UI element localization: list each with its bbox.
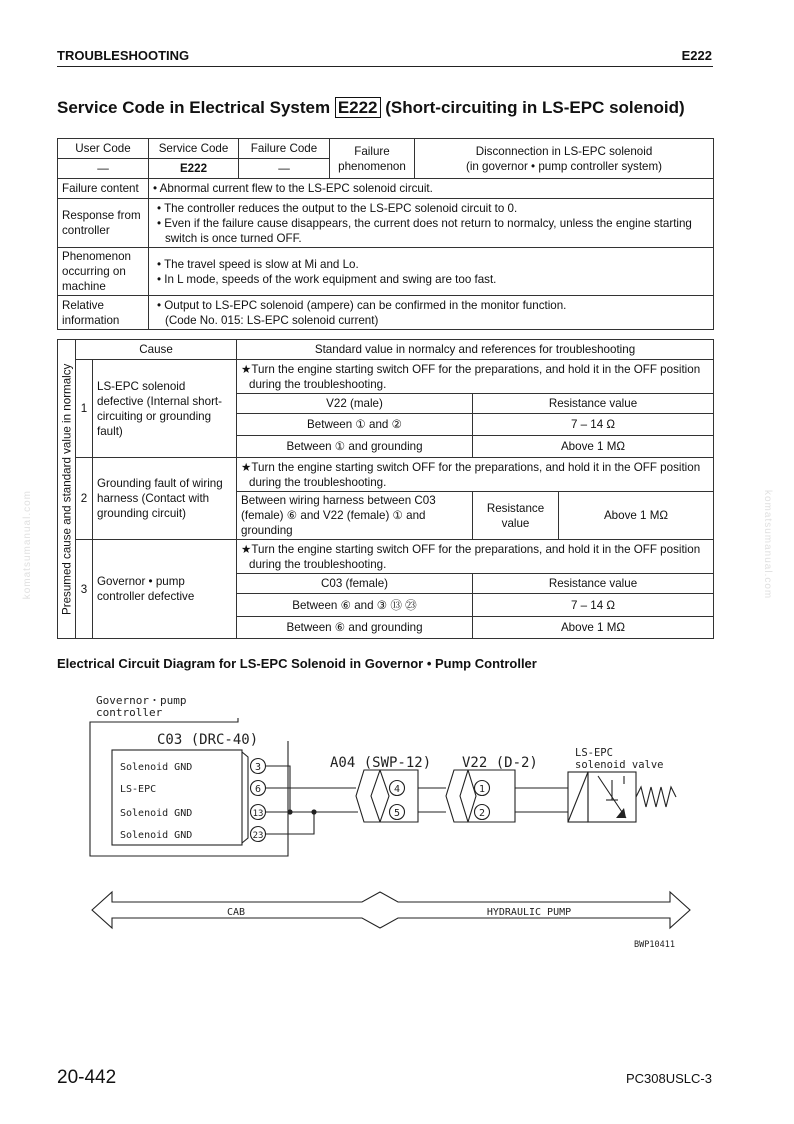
cab-label: CAB [226,907,246,918]
cause-3-prep-note: ★Turn the engine starting switch OFF for the preparations, and hold it in the OFF position during the troubleshooting. [237,540,714,574]
standard-value-header: Standard value in normalcy and references for troubleshooting [237,340,714,360]
cause-1-row1-between: Between ① and ② [237,414,473,436]
failure-phenomenon-label: Failure phenomenon [330,139,415,179]
cab-pump-arrow [92,892,690,928]
phenomenon-label: Phenomenon occurring on machine [58,248,149,296]
pin-number-6: 6 [254,784,262,795]
v22-pin-1: 1 [478,784,486,795]
cause-1-text: LS-EPC solenoid defective (Internal short-circuiting or grounding fault) [93,360,237,458]
cause-3-number: 3 [76,540,93,639]
cause-1-number: 1 [76,360,93,458]
pin-label-3: Solenoid GND [120,808,193,819]
solenoid-label-line1: LS-EPC [575,747,613,759]
failure-code-value: — [239,159,330,179]
phenomenon-line1: • The travel speed is slow at Mi and Lo. [157,257,359,271]
a04-pin-5: 5 [393,808,401,819]
cause-1-resistance-header: Resistance value [473,394,714,414]
service-code-label: Service Code [149,139,239,159]
failure-content-text: • Abnormal current flew to the LS-EPC solenoid circuit. [149,179,714,199]
cause-3-row2-between: Between ⑥ and grounding [237,617,473,639]
pin-number-13: 13 [252,809,264,819]
failure-phenomenon-value [415,139,714,179]
response-line1: • The controller reduces the output to the LS-EPC solenoid circuit to 0. [157,201,518,215]
failure-phenomenon-line1: Disconnection in LS-EPC solenoid [475,144,653,158]
running-header-section: TROUBLESHOOTING [57,48,190,63]
v22-pin-2: 2 [478,808,486,819]
relative-info-text [149,296,714,330]
cause-1-row1-value: 7 – 14 Ω [473,414,714,436]
pin-label-2: LS-EPC [120,784,157,795]
relative-info-line1: • Output to LS-EPC solenoid (ampere) can be confirmed in the monitor function. [157,298,567,312]
cause-2-text: Grounding fault of wiring harness (Contact with grounding circuit) [93,458,237,540]
failure-code-label: Failure Code [239,139,330,159]
cause-1-prep-note: ★Turn the engine starting switch OFF for the preparations, and hold it in the OFF position during the troubleshooting. [237,360,714,394]
phenomenon-text [149,248,714,296]
cause-1-connector-header: V22 (male) [237,394,473,414]
cause-2-prep-note: ★Turn the engine starting switch OFF for the preparations, and hold it in the OFF position during the troubleshooting. [237,458,714,492]
cause-2-number: 2 [76,458,93,540]
cause-2-resistance-label: Resistance value [473,492,559,540]
relative-info-label: Relative information [58,296,149,330]
phenomenon-line2: • In L mode, speeds of the work equipment and swing are too fast. [157,272,497,286]
failure-content-label: Failure content [58,179,149,199]
circuit-diagram [0,680,794,960]
user-code-label: User Code [58,139,149,159]
cause-1-row2-value: Above 1 MΩ [473,436,714,458]
cause-3-resistance-header: Resistance value [473,574,714,594]
watermark-right: komatsumanual.com [762,490,773,600]
presumed-cause-side-label: Presumed cause and standard value in normalcy [58,340,76,639]
title-suffix: (Short-circuiting in LS-EPC solenoid) [380,98,685,117]
diagram-section-title: Electrical Circuit Diagram for LS-EPC Solenoid in Governor • Pump Controller [57,656,537,671]
relative-info-line2: (Code No. 015: LS-EPC solenoid current) [165,313,379,327]
cause-3-row1-value: 7 – 14 Ω [473,594,714,617]
header-rule [57,66,713,67]
watermark-left: komatsumanual.com [22,490,33,600]
controller-label-line2: controller [96,706,163,719]
pin-number-3: 3 [254,762,262,773]
title-code-box: E222 [335,97,381,118]
running-header-code: E222 [681,48,712,63]
pin-label-4: Solenoid GND [120,830,193,841]
user-code-value: — [58,159,149,179]
response-label: Response from controller [58,199,149,248]
hydraulic-pump-label: HYDRAULIC PUMP [486,907,572,918]
failure-phenomenon-line2: (in governor • pump controller system) [465,159,663,173]
service-code-value: E222 [149,159,239,179]
cause-3-row1-between: Between ⑥ and ③ ⑬ ㉓ [237,594,473,617]
response-text [149,199,714,248]
title-prefix: Service Code in Electrical System [57,98,335,117]
cause-2-between: Between wiring harness between C03 (female) ⑥ and V22 (female) ① and grounding [237,492,473,540]
v22-label: V22 (D-2) [462,755,538,771]
page-title [57,98,685,118]
figure-id: BWP10411 [634,940,675,950]
cause-3-row2-value: Above 1 MΩ [473,617,714,639]
a04-connector-left [356,770,380,822]
a04-label: A04 (SWP-12) [330,755,432,771]
response-line2: • Even if the failure cause disappears, the current does not return to normalcy, unless the engine starting switch is once turned OFF. [157,216,692,245]
cause-1-row2-between: Between ① and grounding [237,436,473,458]
failure-info-table [57,138,714,330]
pin-number-23: 23 [252,831,264,841]
cause-table [57,339,714,639]
cause-3-connector-header: C03 (female) [237,574,473,594]
cause-2-value: Above 1 MΩ [559,492,714,540]
page-number: 20-442 [57,1067,117,1088]
cause-header: Cause [76,340,237,360]
pin-label-1: Solenoid GND [120,762,193,773]
controller-label-line1: Governor・pump [96,694,187,707]
v22-connector-left [446,770,468,822]
solenoid-label-line2: solenoid valve [575,759,664,771]
a04-pin-4: 4 [393,784,401,795]
model-number: PC308USLC-3 [626,1071,712,1086]
c03-label: C03 (DRC-40) [157,732,259,748]
cause-3-text: Governor • pump controller defective [93,540,237,639]
